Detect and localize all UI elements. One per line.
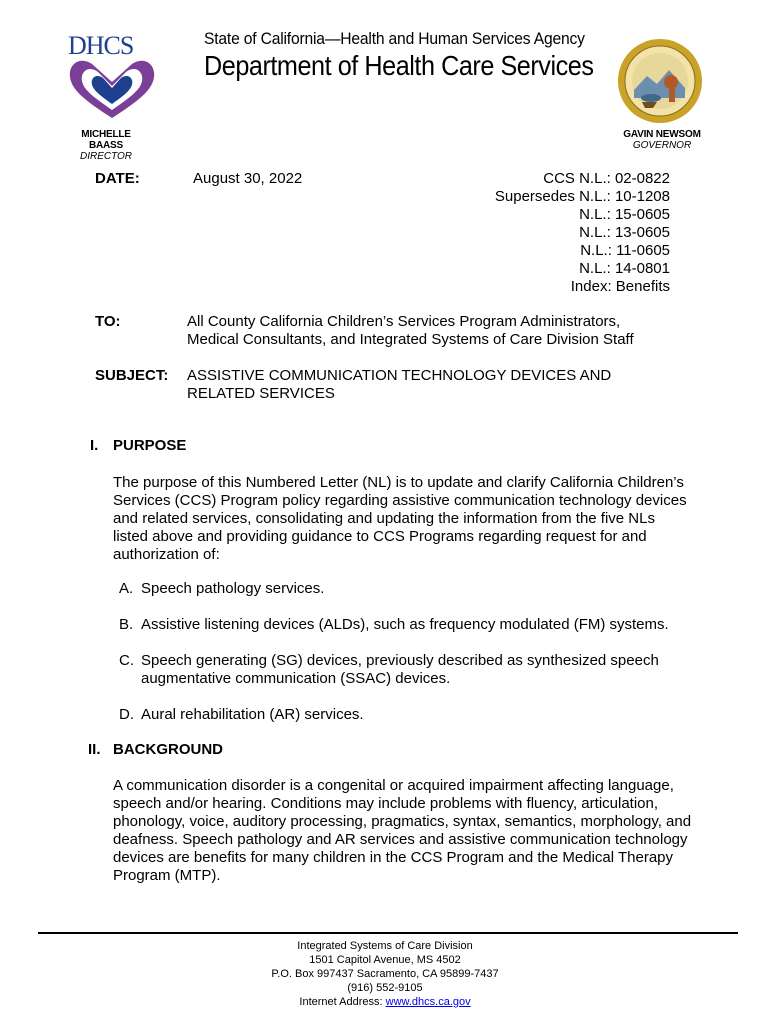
footer-address-1: 1501 Capitol Avenue, MS 4502 [309,954,461,966]
footer-web-label: Internet Address: [299,996,383,1008]
dhcs-logo-text: DHCS [68,31,134,60]
date-label: DATE: [95,170,140,187]
purpose-item-marker: B. [119,616,134,633]
footer [0,939,770,1009]
purpose-item-text: Assistive listening devices (ALDs), such as frequency modulated (FM) systems. [141,616,669,633]
subject-label: SUBJECT: [95,367,169,384]
to-label: TO: [95,313,121,330]
background-number: II. [88,741,101,758]
nl-line: CCS N.L.: 02-0822 [543,170,670,187]
purpose-item-text: Aural rehabilitation (AR) services. [141,706,364,723]
footer-address-2: P.O. Box 997437 Sacramento, CA 95899-7437 [271,968,499,980]
governor-block [618,129,706,151]
background-paragraph: A communication disorder is a congenital or acquired impairment affecting language, speech and/or hearing. Conditions may include problems with fluency, articulation, phonology, voice, auditory processing, pragmatics, syntax, semantics, morphology, and deafness. Speech pathology and AR services and assistive communication technology devices are benefits for many children in the CCS Program and the Medical Therapy Program (MTP). [113,777,692,884]
purpose-item-text: Speech pathology services. [141,580,325,597]
date-value: August 30, 2022 [193,170,303,187]
purpose-item-marker: A. [119,580,134,597]
to-line: All County California Children’s Services Program Administrators, [187,313,621,330]
to-recipients [187,313,634,349]
footer-division: Integrated Systems of Care Division [297,940,473,952]
footer-web [0,995,770,1009]
director-block [68,129,144,162]
footer-web-link[interactable]: www.dhcs.ca.gov [385,996,471,1008]
subject-text [187,367,611,403]
purpose-number: I. [90,437,99,454]
california-seal-icon [617,38,703,124]
nl-line: N.L.: 11-0605 [580,242,670,259]
governor-name: GAVIN NEWSOM [623,129,701,140]
purpose-item-text: Speech generating (SG) devices, previously described as synthesized speech augmentative communication (SSAC) devices. [141,652,659,687]
purpose-item-marker: D. [119,706,134,723]
to-line: Medical Consultants, and Integrated Systems of Care Division Staff [187,331,634,348]
nl-line: Index: Benefits [570,278,670,295]
subject-line: RELATED SERVICES [187,385,335,402]
director-name: MICHELLE BAASS [81,129,131,151]
department-title: Department of Health Care Services [204,50,594,81]
nl-line: Supersedes N.L.: 10-1208 [494,188,670,205]
dhcs-logo [62,30,162,122]
numbered-letter-block [495,170,670,296]
director-title: DIRECTOR [79,151,133,162]
governor-title: GOVERNOR [632,140,692,151]
agency-name: State of California—Health and Human Services Agency [204,29,585,48]
nl-line: N.L.: 15-0605 [579,206,670,223]
footer-divider [38,932,738,934]
nl-line: N.L.: 13-0605 [579,224,670,241]
footer-phone: (916) 552-9105 [347,982,423,994]
purpose-item-marker: C. [119,652,134,669]
purpose-heading: PURPOSE [113,437,187,454]
nl-line: N.L.: 14-0801 [579,260,670,277]
background-heading: BACKGROUND [113,741,223,758]
subject-line: ASSISTIVE COMMUNICATION TECHNOLOGY DEVICES AND [187,367,612,384]
purpose-paragraph: The purpose of this Numbered Letter (NL) is to update and clarify California Children’s Services (CCS) Program policy regarding assistive communication technology devices and related services, consolidating and updating the information from the five NLs listed above and providing guidance to CCS Programs regarding request for and authorization of: [113,474,687,563]
